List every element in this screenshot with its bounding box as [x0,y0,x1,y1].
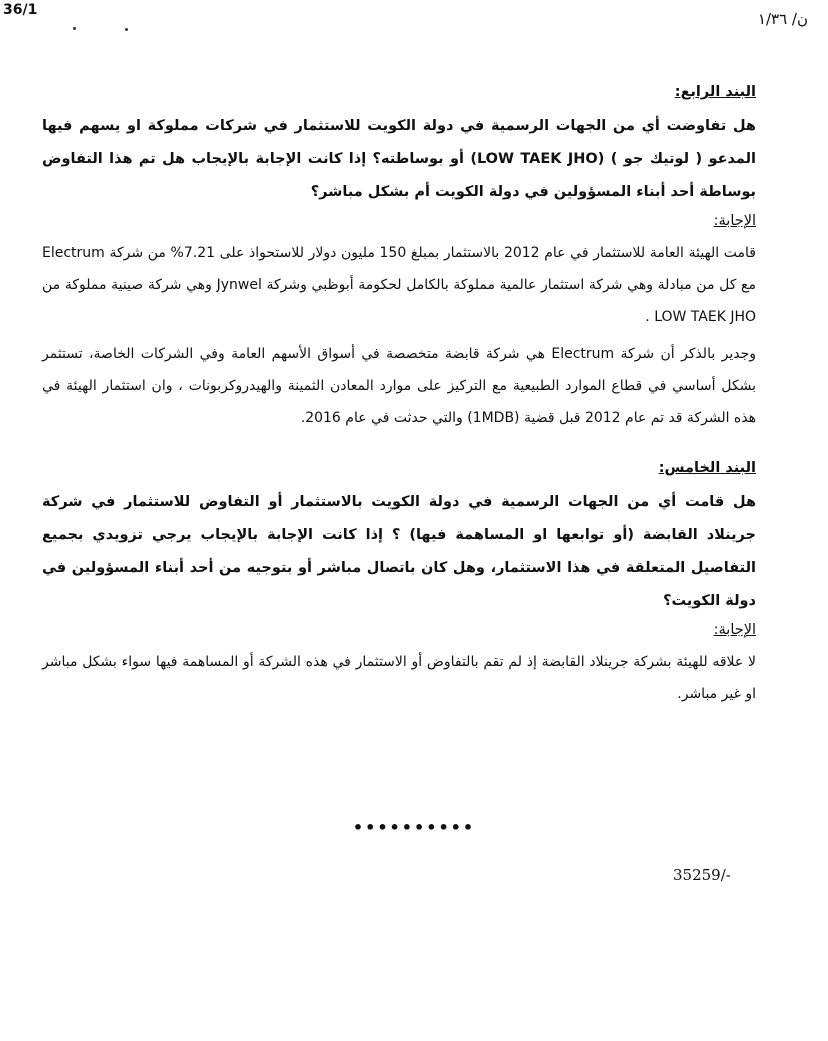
section-5-heading: البند الخامس: [658,460,756,476]
page-reference-left: 36/1 [3,2,38,18]
section-5-question: هل قامت أي من الجهات الرسمية في دولة الكويت بالاستثمار أو التفاوض للاستثمار في شركة جرينلاد القابضة (أو توابعها او المساهمة فيها) ؟ إذا كانت الإجابة بالإيجاب يرجي تزويدي بجميع التفاصيل المتعلقة في هذا الاستثمار، وهل كان باتصال مباشر أو بتوجيه من أحد أبناء المسؤولين في دولة الكويت؟ [42,494,756,609]
document-body [42,84,756,710]
section-4-answer-paragraph-2: وجدير بالذكر أن شركة Electrum هي شركة قابضة متخصصة في أسواق الأسهم العامة وفي الشركات الخاصة، تستثمر بشكل أساسي في قطاع الموارد الطبيعية مع التركيز على موارد المعادن الثمينة والهيدروكربونات ، وان استثمار الهيئة في هذه الشركة قد تم عام 2012 قبل قضية (1MDB) والتي حدثت في عام 2016. [42,346,756,426]
scan-speck [125,28,128,31]
section-4-heading: البند الرابع: [674,84,756,100]
section-5 [42,460,756,710]
section-5-answer-paragraph-1: لا علاقه للهيئة بشركة جرينلاد القابضة إذ لم تقم بالتفاوض أو الاستثمار في هذه الشركة أو المساهمة فيها سواء بشكل مباشر او غير مباشر. [42,654,756,702]
end-separator: •••••••••• [352,818,476,837]
section-4-question: هل تفاوضت أي من الجهات الرسمية في دولة الكويت للاستثمار في شركات مملوكة او يسهم فيها المدعو ( لوتيك جو ) (LOW TAEK JHO) أو بوساطته؟ إذا كانت الإجابة بالإيجاب هل تم هذا التفاوض بوساطة أحد أبناء المسؤولين في دولة الكويت أم بشكل مباشر؟ [42,118,756,200]
section-5-answer-label: الإجابة: [713,622,756,638]
section-4 [42,84,756,434]
section-4-answer-label: الإجابة: [713,213,756,229]
reference-code: 35259/- [673,866,731,884]
page-reference-right: ن/ ١/٣٦ [757,10,808,28]
scan-speck [73,27,76,30]
section-4-answer-paragraph-1: قامت الهيئة العامة للاستثمار في عام 2012 بالاستثمار بمبلغ 150 مليون دولار للاستحواذ على 7.21% من شركة Electrum مع كل من مبادلة وهي شركة استثمار عالمية مملوكة بالكامل لحكومة أبوظبي وشركة Jynwel وهي شركة صينية مملوكة من LOW TAEK JHO . [42,245,757,325]
